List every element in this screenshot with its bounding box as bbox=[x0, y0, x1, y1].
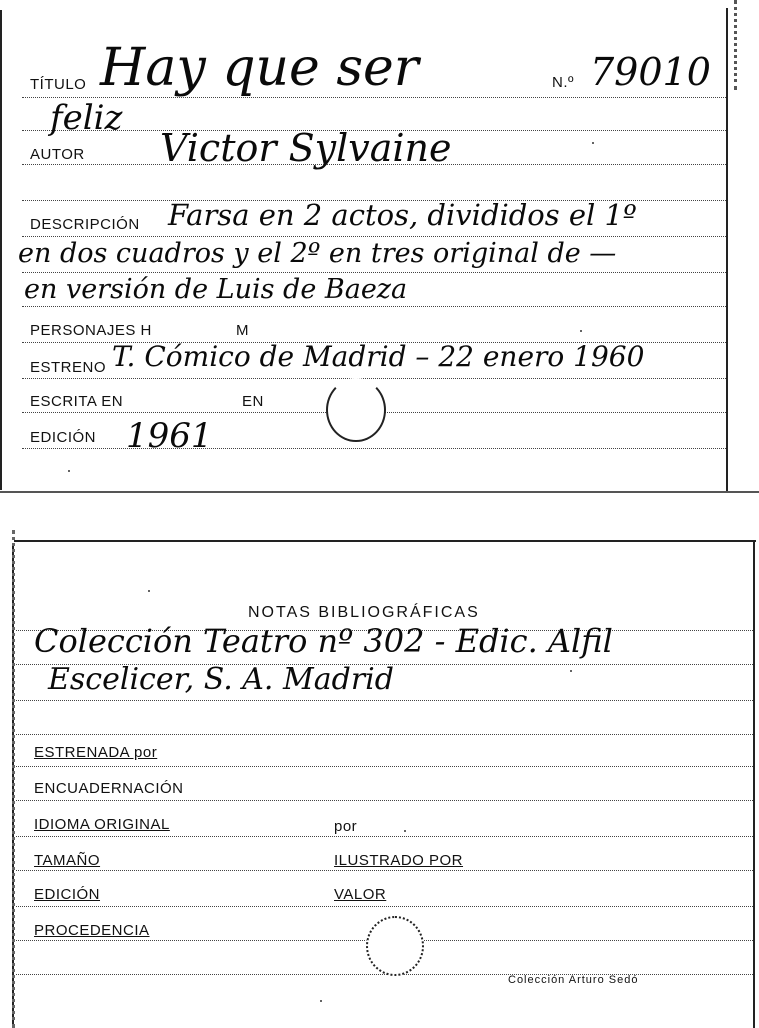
descripcion-handwritten-line1: Farsa en 2 actos, divididos el 1º bbox=[168, 198, 637, 232]
ruled-line bbox=[22, 378, 726, 379]
punch-hole bbox=[326, 378, 386, 442]
idioma-original-label: IDIOMA ORIGINAL bbox=[34, 816, 170, 833]
ilustrado-por-label: ILUSTRADO POR bbox=[334, 852, 464, 869]
card-left-edge bbox=[0, 10, 2, 490]
catalog-card-back bbox=[0, 530, 759, 1028]
ruled-line bbox=[16, 734, 753, 735]
ruled-line bbox=[16, 836, 753, 837]
numero-handwritten: 79010 bbox=[590, 50, 711, 94]
ruled-line bbox=[16, 800, 753, 801]
estreno-label: ESTRENO bbox=[30, 359, 107, 376]
ink-speck bbox=[320, 1000, 322, 1002]
card-top-edge bbox=[14, 540, 756, 542]
punch-hole bbox=[366, 916, 424, 976]
ruled-line bbox=[16, 906, 753, 907]
ink-speck bbox=[580, 330, 582, 332]
card-right-edge bbox=[753, 540, 755, 1028]
ruled-line bbox=[22, 272, 726, 273]
autor-handwritten: Victor Sylvaine bbox=[160, 126, 452, 170]
idioma-por-label: por bbox=[334, 818, 358, 835]
ink-speck bbox=[68, 470, 70, 472]
card-torn-corner bbox=[734, 0, 759, 90]
descripcion-handwritten-line2: en dos cuadros y el 2º en tres original de — bbox=[18, 238, 617, 269]
ink-speck bbox=[570, 670, 572, 672]
ink-speck bbox=[148, 590, 150, 592]
ink-speck bbox=[404, 830, 406, 832]
ink-speck bbox=[592, 142, 594, 144]
estreno-handwritten: T. Cómico de Madrid – 22 enero 1960 bbox=[112, 340, 645, 373]
personajes-m-label: M bbox=[236, 322, 249, 339]
en-label: EN bbox=[242, 393, 264, 410]
encuadernacion-label: ENCUADERNACIÓN bbox=[34, 780, 184, 797]
ruled-line bbox=[16, 700, 753, 701]
card-bottom-edge bbox=[0, 491, 759, 493]
titulo-handwritten-continued: feliz bbox=[50, 98, 123, 138]
ruled-line bbox=[22, 306, 726, 307]
edicion-handwritten: 1961 bbox=[126, 416, 213, 456]
tamano-label: TAMAÑO bbox=[34, 852, 101, 869]
card-worn-edge bbox=[0, 530, 15, 1028]
ruled-line bbox=[16, 870, 753, 871]
personajes-label: PERSONAJES H bbox=[30, 322, 152, 339]
autor-label: AUTOR bbox=[30, 146, 85, 163]
procedencia-label: PROCEDENCIA bbox=[34, 922, 150, 939]
titulo-handwritten: Hay que ser bbox=[100, 38, 419, 98]
titulo-label: TÍTULO bbox=[30, 76, 87, 93]
notas-bibliograficas-heading: NOTAS BIBLIOGRÁFICAS bbox=[248, 604, 480, 621]
descripcion-label: DESCRIPCIÓN bbox=[30, 216, 140, 233]
notas-handwritten-line2: Escelicer, S. A. Madrid bbox=[48, 662, 394, 697]
ruled-line bbox=[16, 766, 753, 767]
catalog-card-front bbox=[0, 0, 759, 494]
ruled-line bbox=[22, 236, 726, 237]
estrenada-por-label: ESTRENADA por bbox=[34, 744, 158, 761]
coleccion-stamp: Colección Arturo Sedó bbox=[508, 974, 639, 986]
escrita-en-label: ESCRITA EN bbox=[30, 393, 124, 410]
card-right-edge bbox=[726, 8, 728, 492]
edicion-label: EDICIÓN bbox=[34, 886, 101, 903]
descripcion-handwritten-line3: en versión de Luis de Baeza bbox=[24, 274, 408, 305]
valor-label: VALOR bbox=[334, 886, 387, 903]
numero-label: N.º bbox=[552, 74, 574, 91]
notas-handwritten-line1: Colección Teatro nº 302 - Edic. Alfil bbox=[34, 622, 613, 660]
edicion-label: EDICIÓN bbox=[30, 429, 97, 446]
